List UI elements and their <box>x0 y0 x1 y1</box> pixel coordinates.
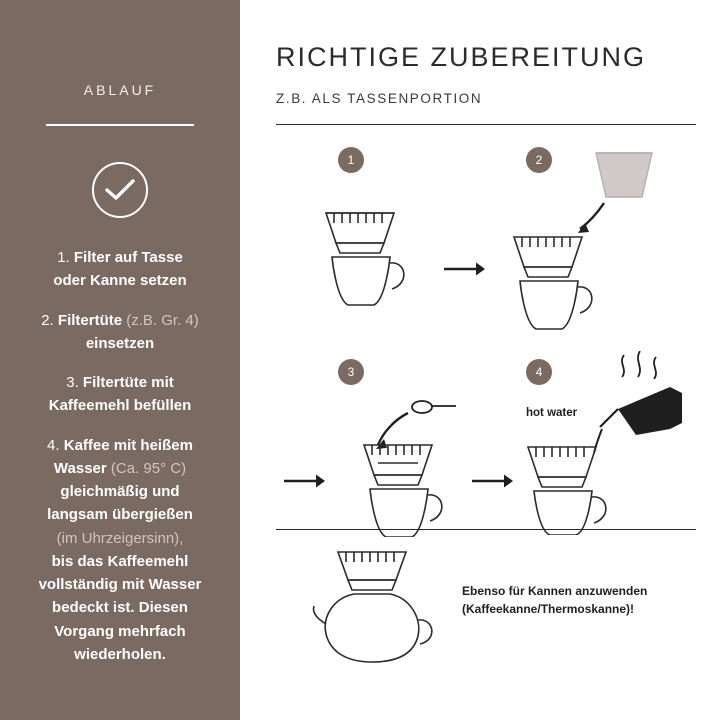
step-text: Kaffeemehl befüllen <box>48 397 192 415</box>
step-text: Filter auf Tasse <box>73 249 183 266</box>
list-item <box>18 434 222 667</box>
step-badge-1: 1 <box>338 147 364 173</box>
step-text: langsam übergießen <box>47 506 193 524</box>
footer-line-2: (Kaffeekanne/Thermoskanne)! <box>462 602 635 617</box>
step-3-illustration <box>336 387 486 542</box>
step-text: wiederholen. <box>74 645 166 663</box>
step-4-illustration <box>500 351 690 540</box>
step-text: Kaffee mit heißem <box>63 436 193 454</box>
step-number: 2. <box>41 311 54 329</box>
step-note: (Ca. 95° C) <box>110 459 187 477</box>
list-item <box>18 371 222 418</box>
check-icon <box>92 162 148 218</box>
step-number: 4. <box>47 436 60 454</box>
page-title: RICHTIGE ZUBEREITUNG <box>276 42 647 72</box>
hot-water-label: hot water <box>526 407 578 420</box>
steps-list <box>18 246 222 666</box>
sidebar-title: ABLAUF <box>83 82 157 98</box>
footer-section <box>276 530 696 670</box>
step-badge-3: 3 <box>338 359 364 385</box>
brewing-steps-diagram <box>276 125 696 525</box>
step-text: Filtertüte mit <box>82 374 174 391</box>
step-text: einsetzen <box>85 334 155 352</box>
step-text: bedeckt ist. Diesen <box>52 599 188 617</box>
step-text: oder Kanne setzen <box>53 272 187 290</box>
step-text: bis das Kaffeemehl <box>51 552 189 570</box>
step-number: 3. <box>66 374 79 391</box>
coffee-pot-icon <box>310 546 450 671</box>
list-item <box>18 309 222 356</box>
list-item <box>18 246 222 293</box>
page-subtitle: Z.B. ALS TASSENPORTION <box>276 91 483 107</box>
step-badge-4: 4 <box>526 359 552 385</box>
step-text: Wasser <box>53 459 107 477</box>
step-note: (im Uhrzeigersinn), <box>56 529 184 547</box>
sidebar <box>0 0 240 720</box>
main-content <box>240 0 720 720</box>
step-1-illustration <box>298 197 428 332</box>
footer-line-1: Ebenso für Kannen anzuwenden <box>462 584 648 599</box>
step-2-illustration <box>486 141 666 336</box>
arrow-right-icon <box>284 473 326 494</box>
step-text: Vorgang mehrfach <box>54 622 186 640</box>
step-number: 1. <box>57 249 70 266</box>
step-badge-2: 2 <box>526 147 552 173</box>
step-text: vollständig mit Wasser <box>38 576 202 593</box>
sidebar-divider <box>46 124 194 126</box>
step-text: gleichmäßig und <box>60 483 180 500</box>
footer-note <box>462 582 647 618</box>
step-note: (z.B. Gr. 4) <box>126 311 199 329</box>
step-text: Filtertüte <box>57 311 123 329</box>
arrow-right-icon <box>444 261 486 282</box>
